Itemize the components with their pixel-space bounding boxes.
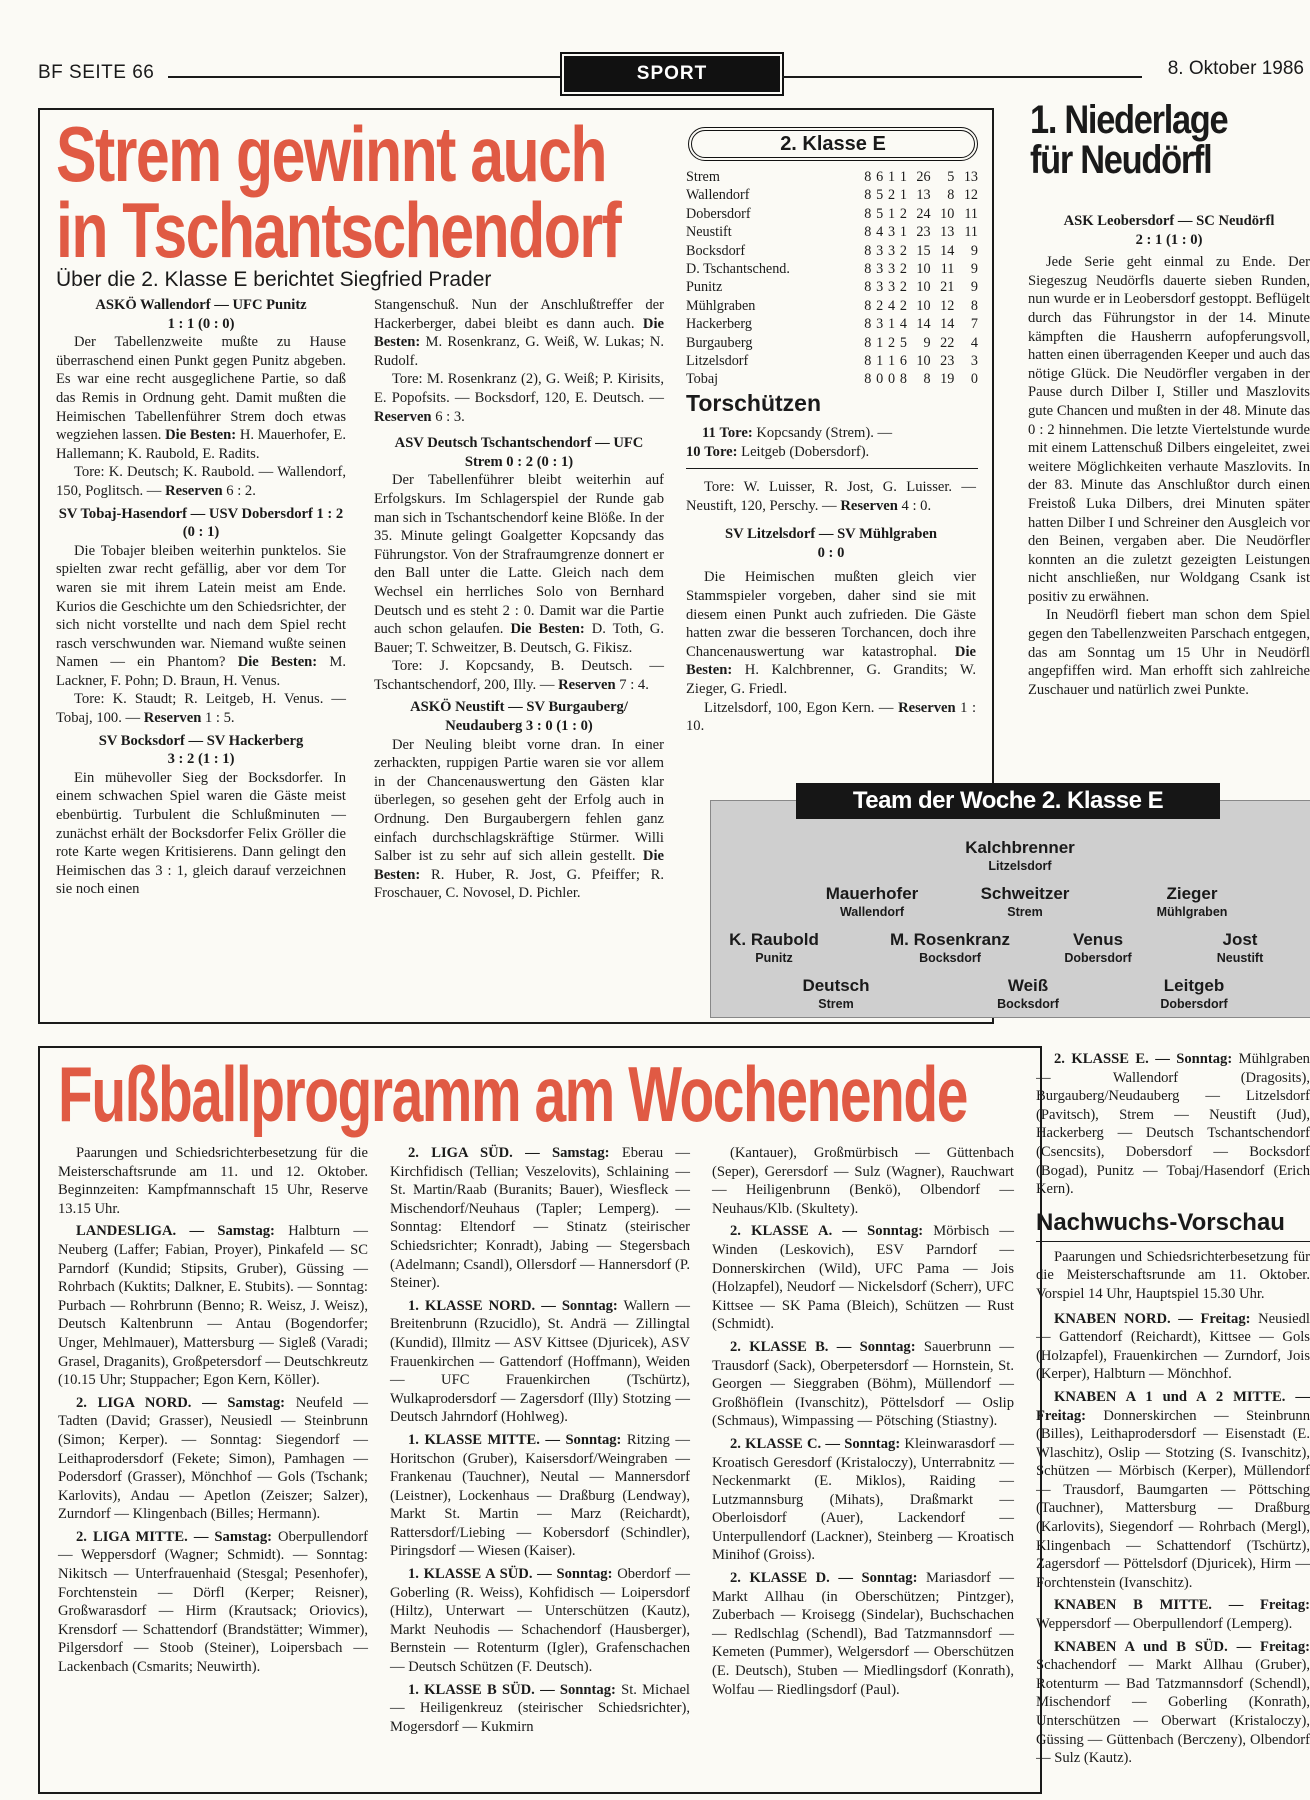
league-heading: 1. KLASSE NORD. — Sonntag: bbox=[408, 1297, 618, 1314]
league-fixtures: Kleinwarasdorf — Kroatisch Geresdorf (Kristaloczy), Unterrabnitz — Neckenmarkt (E. Miklos), Raiding — Lutzmannsburg (Mihats), Draßmarkt — Oberloisdorf (Auer), Lackendorf — Unterpullendorf (Lackner), Steinberg — Kroatisch Minihof (Groiss). bbox=[712, 1435, 1015, 1564]
stat-cell: 11 bbox=[964, 224, 978, 241]
team-player bbox=[1102, 884, 1282, 919]
stat-cell: 9 bbox=[970, 279, 978, 296]
player-name: Zieger bbox=[1166, 884, 1218, 903]
stat-cell: 9 bbox=[970, 242, 978, 259]
stat-cell: 14 bbox=[940, 316, 955, 333]
stat-cell: 9 bbox=[923, 334, 931, 351]
youth-intro: Paarungen und Schiedsrichterbesetzung für die Meisterschaftsrunde am 11. Oktober. Vorspiel 14 Uhr, Hauptspiel 15.30 Uhr. bbox=[1036, 1248, 1310, 1302]
fixture-block bbox=[1036, 1310, 1310, 1384]
stat-cell: 10 bbox=[916, 261, 931, 278]
best-players: R. Huber, R. Jost, G. Pfeiffer; R. Froschauer, C. Novosel, D. Pichler. bbox=[374, 866, 664, 902]
stat-cell: 11 bbox=[940, 261, 955, 278]
stat-cell: 0 bbox=[887, 371, 896, 388]
league-heading: 2. LIGA SÜD. — Samstag: bbox=[408, 1145, 610, 1161]
stat-cell: 13 bbox=[916, 187, 931, 204]
player-name: K. Raubold bbox=[729, 930, 819, 949]
best-label: Die Besten: bbox=[374, 848, 664, 883]
stat-cell: 8 bbox=[864, 187, 872, 204]
team-player bbox=[1150, 930, 1310, 965]
header-rule-left bbox=[168, 76, 562, 78]
team-player bbox=[684, 930, 864, 965]
reserves-label: Reserven bbox=[558, 676, 616, 693]
league-heading: 2. KLASSE C. — Sonntag: bbox=[730, 1435, 901, 1452]
stat-cell: 2 bbox=[887, 334, 896, 351]
stat-cell: 10 bbox=[940, 205, 955, 222]
player-name: Deutsch bbox=[802, 976, 870, 995]
league-fixtures: Oberdorf — Goberling (R. Weiss), Kohfidisch — Loipersdorf (Hiltz), Unterwart — Unterschützen (Kautz), Markt Neuhodis — Schachendorf (Hausberger), Bernstein — Rotenturm (Igler), Grafenschachen — Deutsch Schützen (F. Deutsch). bbox=[390, 1566, 691, 1676]
stat-cell: 4 bbox=[899, 316, 907, 333]
fixture-block bbox=[58, 1222, 368, 1389]
league-fixtures: Paarungen und Schiedsrichterbesetzung für die Meisterschaftsrunde am 11. und 12. Oktober. Beginnzeiten: Kampfmannschaft 15 Uhr, Reserve 13.15 Uhr. bbox=[58, 1145, 368, 1217]
reserves-label: Reserven bbox=[840, 497, 898, 514]
youth-items bbox=[1036, 1310, 1310, 1768]
league-heading: 1. KLASSE MITTE. — Sonntag: bbox=[408, 1431, 622, 1448]
stat-cell: 8 bbox=[864, 334, 872, 351]
standings-row bbox=[686, 334, 978, 352]
program-column-3 bbox=[712, 1144, 1014, 1703]
scorers-list bbox=[686, 424, 976, 461]
stat-cell: 3 bbox=[970, 353, 978, 370]
team-player bbox=[935, 884, 1115, 919]
standings-title: 2. Klasse E bbox=[688, 127, 978, 161]
team-name: Dobersdorf bbox=[686, 205, 751, 222]
team-name: Tobaj bbox=[686, 371, 719, 388]
team-name: D. Tschantschend. bbox=[686, 261, 790, 278]
league-fixtures: Ritzing — Horitschon (Gruber), Kaisersdorf/Weingraben — Frankenau (Tauchner), Neutal — Mannersdorf (Leistner), Lockenhaus — Draßburg (Lendway), Markt St. Martin — Marz (Reichardt), Rattersdorf/Liebing — Kobersdorf (Schindler), Piringsdorf — Wiesen (Kaiser). bbox=[390, 1431, 690, 1560]
reserves-label: Reserven bbox=[374, 408, 432, 425]
stat-cell: 2 bbox=[899, 205, 907, 222]
best-label: Die Besten: bbox=[686, 643, 976, 679]
stat-cell: 23 bbox=[916, 224, 931, 241]
team-player bbox=[1104, 976, 1284, 1011]
player-name: Jost bbox=[1222, 930, 1258, 949]
fixture-block bbox=[390, 1565, 690, 1677]
match-report: Die Tobajer bleiben weiterhin punktelos. Sie spielten zwar recht gefällig, aber vor dem Tor waren sie mit ihrem Latein meist am Ende. Kurios die Geschichte um den Schiedsrichter, der sich nicht vorstellte und nach dem Spiel recht rasch verschwunden war. Niemand wußte seinen Namen — ein Phantom? bbox=[56, 542, 346, 671]
stat-cell: 5 bbox=[947, 169, 955, 185]
program-column-2-items bbox=[390, 1144, 690, 1736]
league-fixtures: Weppersdorf — Oberpullendorf (Lemperg). bbox=[1036, 1616, 1293, 1633]
best-label: Die Besten: bbox=[374, 315, 664, 351]
scorer-label: Tore: bbox=[704, 443, 738, 460]
best-label: Die Besten: bbox=[510, 621, 585, 638]
article1-column-1 bbox=[56, 296, 346, 899]
league-fixtures: Donnerskirchen — Steinbrunn (Billes), Leithaprodersdorf — Eisenstadt (E. Wlaschitz), Oslip — Stotzing (S. Ivanschitz), Schützen — Mörbisch (Kerper), Müllendorf — Trausdorf, Baumgarten — Pöttsching (Tauchner), Mattersburg — Draßburg (Karlovits), Siegendorf — Rohrbach (Mergl), Klingenbach — Schattendorf (Tschürtz), Zagersdorf — Pöttelsdorf (Djuricek), Hirm — Forchtenstein (Ivanschitz). bbox=[1036, 1407, 1310, 1591]
league-fixtures: Oberpullendorf — Weppersdorf (Wagner; Schmidt). — Sonntag: Nikitsch — Unterfrauenhaid (Stesgal; Pesenhofer), Forchtenstein — Dörfl (Kerper; Reisner), Großwarasdorf — Hirm (Krautsack; Oriovics), Krensdorf — Schattendorf (Brandstätter; Wimmer), Pilgersdorf — Stoob (Steiner), Loipersbach — Lackenbach (Csmarits; Neuwirth). bbox=[58, 1528, 368, 1676]
standings-row bbox=[686, 186, 978, 204]
standings-row bbox=[686, 278, 978, 296]
stat-cell: 1 bbox=[899, 224, 907, 241]
best-players: H. Kalchbrenner, G. Grandits; W. Zieger, G. Friedl. bbox=[686, 662, 976, 697]
match-heading: SV Tobaj-Hasendorf — USV Dobersdorf 1 : 2 (0 : 1) bbox=[58, 505, 344, 541]
team-player bbox=[938, 976, 1118, 1011]
stat-cell: 12 bbox=[940, 297, 955, 314]
player-club: Strem bbox=[1007, 905, 1043, 919]
goals-line: Tore: M. Rosenkranz (2), G. Weiß; P. Kirisits, E. Popofsits. — Bocksdorf, 120, E. Deutsch. — bbox=[374, 371, 664, 406]
player-name: Leitgeb bbox=[1163, 976, 1225, 995]
team-name: Bocksdorf bbox=[686, 242, 746, 259]
stat-cell: 9 bbox=[970, 261, 978, 278]
headline-strem bbox=[56, 110, 696, 275]
reserves-label: Reserven bbox=[165, 482, 223, 499]
stat-cell: 3 bbox=[876, 242, 884, 259]
stat-cell: 8 bbox=[864, 353, 872, 370]
best-players: M. Rosenkranz, G. Weiß, W. Lukas; N. Rudolf. bbox=[374, 334, 664, 369]
match-heading: SV Litzelsdorf — SV Mühlgraben bbox=[725, 526, 937, 543]
standings-table bbox=[686, 168, 978, 389]
player-club: Wallendorf bbox=[839, 905, 905, 919]
match-score: 1 : 1 (0 : 0) bbox=[167, 315, 235, 332]
team-name: Punitz bbox=[686, 279, 723, 296]
league-heading: KNABEN A 1 und A 2 MITTE. — Freitag: bbox=[1036, 1388, 1310, 1424]
stat-cell: 3 bbox=[876, 261, 884, 278]
fixture-block bbox=[712, 1338, 1014, 1431]
player-club: Bocksdorf bbox=[997, 997, 1059, 1011]
article-paragraph: Jede Serie geht einmal zu Ende. Der Siegeszug Neudörfls dauerte sieben Runden, nun wurde er in Leobersdorf gestoppt. Beflügelt durch das Führungstor in der 14. Minute kämpften die Hausherrn aufopferungsvoll, hatten einen überragenden Keeper und auch das nötige Glück. Die Neudörfler vergaben in der Pause durch Dilber I, Stiller und Maszlovits gute Chancen und mußten in der 48. Minute das 0 : 2 hinnehmen. Die letzte Viertelstunde wurde mit einem Lattenschuß Dilbers eingeleitet, zwei weitere Möglichkeiten verhaute Maszlovits. In der 83. Minute das Anschlußtor durch einen Freistoß Luka Dilbers, drei Minuten später hatten Dilber I und Schreiner den Ausgleich vor den Beinen, vergaben aber. Die Neudörfler konnten an die zuletzt gezeigten Leistungen nicht anschließen, nur Woldgang Csank ist positiv zu erwähnen. bbox=[1028, 254, 1310, 605]
standings-row bbox=[686, 370, 978, 388]
team-name: Hackerberg bbox=[686, 316, 752, 333]
best-label: Die Besten: bbox=[237, 654, 318, 671]
best-players: M. Lackner, F. Pohn; D. Braun, H. Venus. bbox=[56, 654, 346, 689]
stat-cell: 3 bbox=[876, 316, 884, 333]
stat-cell: 8 bbox=[947, 187, 955, 204]
league-heading: 2. LIGA MITTE. — Samstag: bbox=[76, 1528, 272, 1545]
match-report: Der Tabellenzweite mußte zu Hause überraschend einen Punkt gegen Punitz abgeben. Es war eine recht ausgeglichene Partie, so daß das Remis in Ordnung geht. Damit mußten die Heimischen Tabellenführer Strem doch etwas wegziehen lassen. bbox=[56, 334, 346, 444]
stat-cell: 3 bbox=[887, 261, 896, 278]
stat-cell: 2 bbox=[899, 279, 907, 296]
stat-cell: 3 bbox=[887, 279, 896, 296]
stat-cell: 8 bbox=[923, 371, 931, 388]
fixture-block bbox=[390, 1431, 690, 1561]
reserves-score: 1 : 5. bbox=[204, 710, 235, 727]
stat-cell: 23 bbox=[940, 353, 955, 370]
stat-cell: 4 bbox=[970, 334, 978, 351]
reserves-label: Reserven bbox=[898, 699, 956, 716]
league-fixtures: Wallern — Breitenbrunn (Rzucidlo), St. Andrä — Zillingtal (Kundid), Illmitz — ASV Kittsee (Djuricek), ASV Frauenkirchen — Gattendorf (Hoffmann), Weiden — UFC Frauenkirchen (Tschürtz), Wulkaprodersdorf — Zagersdorf (Illy) Stotzing — Deutsch Jahrndorf (Hohlweg). bbox=[390, 1297, 690, 1426]
scorer-count: 11 bbox=[702, 425, 716, 441]
stat-cell: 4 bbox=[876, 224, 884, 241]
best-label: Die Besten: bbox=[165, 427, 237, 444]
league-heading: KNABEN A und B SÜD. — Freitag: bbox=[1054, 1638, 1310, 1655]
team-name: Mühlgraben bbox=[686, 297, 756, 314]
team-name: Strem bbox=[686, 169, 720, 185]
league-fixtures: Neusiedl — Gattendorf (Reichardt), Kittsee — Gols (Holzapfel), Frauenkirchen — Zurndorf, Jois (Kerper), Halbturn — Mönchhof. bbox=[1036, 1310, 1310, 1383]
section-badge: SPORT bbox=[564, 56, 780, 92]
league-heading: 2. KLASSE B. — Sonntag: bbox=[730, 1338, 916, 1355]
stat-cell: 0 bbox=[970, 371, 978, 388]
scorers-title: Torschützen bbox=[686, 390, 822, 416]
standings-rows bbox=[686, 168, 978, 389]
fixture-block bbox=[712, 1222, 1014, 1334]
stat-cell: 1 bbox=[887, 205, 896, 222]
header-rule-right bbox=[782, 76, 1142, 78]
program-column-1 bbox=[58, 1144, 368, 1681]
youth-divider bbox=[1036, 1241, 1310, 1242]
stat-cell: 21 bbox=[940, 279, 955, 296]
goals-line: Tore: W. Luisser, R. Jost, G. Luisser. — Neustift, 120, Perschy. — bbox=[686, 479, 976, 514]
stat-cell: 8 bbox=[864, 297, 872, 314]
league-heading: KNABEN B MITTE. — Freitag: bbox=[1054, 1597, 1310, 1614]
fixture-block bbox=[58, 1144, 368, 1218]
reserves-score: 6 : 2. bbox=[226, 482, 256, 499]
byline: Über die 2. Klasse E berichtet Siegfried Prader bbox=[56, 268, 492, 291]
team-name: Burgauberg bbox=[686, 334, 753, 351]
scorer-count: 10 bbox=[686, 443, 701, 460]
player-name: Venus bbox=[1072, 930, 1124, 949]
stat-cell: 3 bbox=[887, 242, 896, 259]
league-heading: 2. LIGA NORD. — Samstag: bbox=[76, 1394, 285, 1411]
match-heading: SV Bocksdorf — SV Hackerberg bbox=[98, 732, 304, 749]
best-players: H. Mauerhofer, E. Hallemann; K. Raubold, E. Radits. bbox=[56, 427, 346, 462]
league-fixtures: Neufeld — Tadten (David; Grasser), Neusiedl — Steinbrunn (Simon; Kerper). — Sonntag: Siegendorf — Leithaprodersdorf (Fekete; Simon), Pamhagen — Podersdorf (Grasser), Mönchhof — Gols (Tschank; Karlovits), Andau — Apetlon (Zeiszer; Salzer), Zurndorf — Klingenbach (Billes; Hermann). bbox=[58, 1394, 368, 1523]
stat-cell: 1 bbox=[887, 316, 896, 333]
player-club: Strem bbox=[818, 997, 854, 1011]
league-fixtures: Halbturn — Neuberg (Laffer; Fabian, Proyer), Pinkafeld — SC Parndorf (Kundid; Stipsits, Gruber), Güssing — Rohrbach (Kuktits; Dalkner, E. Stubits). — Sonntag: Purbach — Rohrbrunn (Benno; R. Weisz, J. Weisz), Deutsch Kaltenbrunn — Antau (Bogendorfer; Unger, Mehlmauer), Mattersburg — Sigleß (Varadi; Grasel, Draganits), Großpetersdorf — Deutschkreutz (10.15 Uhr; Stuppacher; Egon Kern, Köller). bbox=[58, 1223, 369, 1389]
goals-line: Tore: K. Staudt; R. Leitgeb, H. Venus. — Tobaj, 100. — bbox=[56, 691, 346, 727]
fixture-block bbox=[390, 1681, 690, 1737]
fixture-block bbox=[58, 1528, 368, 1677]
league-fixtures: Eberau — Kirchfidisch (Tellian; Veszelovits), Schlaining — St. Martin/Raab (Buranits; Bauer), Wiesfleck — Mischendorf/Neuhaus (Tapler; Lemperg). — Sonntag: Eltendorf — Stinatz (steirischer Schiedsrichter; Konradt), Jabing — Stegersbach (Adelmann; Csandl), Ollersdorf — Hannersdorf (P. Steiner). bbox=[390, 1145, 690, 1292]
stat-cell: 14 bbox=[916, 316, 931, 333]
stat-cell: 3 bbox=[887, 224, 896, 241]
article2-body bbox=[1028, 212, 1310, 772]
team-player bbox=[746, 976, 926, 1011]
stat-cell: 2 bbox=[899, 297, 907, 314]
stat-cell: 12 bbox=[963, 187, 978, 204]
player-club: Punitz bbox=[755, 951, 793, 965]
stat-cell: 5 bbox=[876, 187, 884, 204]
league-fixtures: Mühlgraben — Wallendorf (Dragosits), Burgauberg/Neudauberg — Litzelsdorf (Pavitsch), Strem — Neustift (Jud), Hackerberg — Deutsch Tschantschendorf (Csencsits), Dobersdorf — Bocksdorf (Bogad), Punitz — Tobaj/Hasendorf (Erich Kern). bbox=[1036, 1051, 1310, 1198]
stat-cell: 8 bbox=[864, 205, 872, 222]
stat-cell: 13 bbox=[940, 224, 955, 241]
match-score: 3 : 2 (1 : 1) bbox=[167, 751, 235, 768]
article1-column-2 bbox=[374, 296, 664, 903]
stat-cell: 14 bbox=[940, 242, 955, 259]
program-column-4 bbox=[1036, 1050, 1310, 1795]
fixture-block bbox=[1036, 1596, 1310, 1633]
page-label: BF SEITE 66 bbox=[38, 62, 155, 83]
fixture-block bbox=[1036, 1638, 1310, 1768]
stat-cell: 8 bbox=[864, 316, 872, 333]
youth-title: Nachwuchs-Vorschau bbox=[1036, 1208, 1285, 1236]
article-paragraph: In Neudörfl fiebert man schon dem Spiel gegen den Tabellenzweiten Parschach entgegen, das am Sonntag um 15 Uhr in Neudörfl angepfiffen wird. Man erhofft sich zahlreiche Zuschauer und natürlich zwei Punkte. bbox=[1028, 607, 1310, 698]
match-report: Stangenschuß. Nun der Anschlußtreffer der Hackerberger, dabei bleibt es dann auch. bbox=[374, 297, 664, 332]
goals-line: Litzelsdorf, 100, Egon Kern. — bbox=[704, 699, 894, 716]
fixture-block bbox=[712, 1144, 1014, 1218]
stat-cell: 4 bbox=[887, 297, 896, 314]
stat-cell: 10 bbox=[916, 297, 931, 314]
team-name: Wallendorf bbox=[686, 187, 750, 204]
league-heading: 1. KLASSE A SÜD. — Sonntag: bbox=[408, 1566, 613, 1583]
article1-column-3 bbox=[686, 478, 976, 736]
stat-cell: 10 bbox=[916, 353, 931, 370]
reserves-score: 6 : 3. bbox=[435, 408, 465, 425]
stat-cell: 1 bbox=[899, 169, 907, 185]
match-report: Die Heimischen mußten gleich vier Stammspieler vorgeben, daher sind sie mit diesem einen Punkt auch zufrieden. Die Gäste hatten zwar die besseren Torchancen, doch ihre Chancenauswertung war katastrophal. bbox=[686, 569, 976, 660]
player-club: Dobersdorf bbox=[1064, 951, 1132, 965]
stat-cell: 11 bbox=[964, 205, 978, 222]
fixture-block bbox=[1036, 1388, 1310, 1593]
headline-line-1: Strem gewinnt auch bbox=[56, 110, 606, 198]
standings-row bbox=[686, 260, 978, 278]
stat-cell: 8 bbox=[864, 169, 872, 185]
reserves-score: 7 : 4. bbox=[619, 676, 649, 693]
team-name: Neustift bbox=[686, 224, 732, 241]
league-fixtures: St. Michael — Heiligenkreuz (steirischer Schiedsrichter), Mogersdorf — Kukmirn bbox=[390, 1681, 690, 1735]
stat-cell: 15 bbox=[916, 242, 931, 259]
issue-date: 8. Oktober 1986 bbox=[1167, 58, 1304, 79]
stat-cell: 8 bbox=[864, 242, 872, 259]
stat-cell: 6 bbox=[876, 169, 884, 185]
standings-row bbox=[686, 168, 978, 186]
team-name: Litzelsdorf bbox=[686, 353, 749, 370]
headline-line-1: 1. Niederlage bbox=[1030, 98, 1228, 142]
player-club: Neustift bbox=[1216, 951, 1264, 965]
fixture-block bbox=[58, 1394, 368, 1524]
scorers-divider bbox=[686, 468, 978, 469]
match-report: Der Tabellenführer bleibt weiterhin auf Erfolgskurs. Im Schlagerspiel der Runde gab man sich in Tschantschendorf keine Blöße. In der 35. Minute gelingt Goalgetter Kopcsandy das Führungstor. Von der Strafraumgrenze donnert er den Ball unter die Latte. Gleich nach dem Wechsel ein herrliches Solo von Bernhard Deutsch und es steht 2 : 0. Damit war die Partie auch schon gelaufen. bbox=[374, 472, 664, 638]
match-report: Ein mühevoller Sieg der Bocksdorfer. In einem schwachen Spiel waren die Gäste meist ebenbürtig. Turbulent die Schlußminuten — zunächst erhält der Bocksdorfer Felix Gröller die rote Karte wegen Kritisierens. Dann gelingt den Heimischen das 3 : 1, gleich darauf verzeichnen sie noch einen bbox=[56, 769, 346, 898]
reserves-score: 4 : 0. bbox=[901, 497, 932, 514]
league-fixtures: (Kantauer), Großmürbisch — Güttenbach (Seper), Gerersdorf — Sulz (Wagner), Rauchwart — Heiligenbrunn (Benkö), Olbendorf — Neuhaus/Klb. (Skultety). bbox=[712, 1145, 1014, 1217]
match-report: Der Neuling bleibt vorne dran. In einer zerhackten, ruppigen Partie waren sie vor allem in der Chancenauswertung den Gästen klar überlegen, so gesehen geht der Erfolg auch in Ordnung. Den Burgaubergern fehlen ganz einfach durchschlagskräftige Stürmer. Willi Salber ist zu sehr auf sich allein gestellt. bbox=[374, 736, 664, 865]
stat-cell: 1 bbox=[887, 169, 896, 185]
headline-line-2: für Neudörfl bbox=[1030, 138, 1212, 182]
program-column-1-items bbox=[58, 1144, 368, 1677]
stat-cell: 2 bbox=[876, 297, 884, 314]
standings-row bbox=[686, 205, 978, 223]
stat-cell: 2 bbox=[899, 242, 907, 259]
reserves-score: 1 : 10. bbox=[686, 699, 977, 735]
scorer-name: Kopcsandy (Strem). — bbox=[756, 425, 893, 441]
stat-cell: 24 bbox=[916, 205, 931, 222]
stat-cell: 2 bbox=[887, 187, 896, 204]
standings-row bbox=[686, 223, 978, 241]
headline-line-2: in Tschantschendorf bbox=[56, 186, 621, 275]
stat-cell: 10 bbox=[916, 279, 931, 296]
player-club: Mühlgraben bbox=[1156, 905, 1228, 919]
standings-row bbox=[686, 242, 978, 260]
match-heading: ASKÖ Neustift — SV Burgauberg/ Neudauberg 3 : 0 (1 : 0) bbox=[410, 699, 628, 735]
stat-cell: 3 bbox=[876, 279, 884, 296]
standings-row bbox=[686, 315, 978, 333]
team-of-week-title: Team der Woche 2. Klasse E bbox=[796, 783, 1220, 819]
player-name: Schweitzer bbox=[980, 884, 1070, 903]
league-heading: 2. KLASSE A. — Sonntag: bbox=[730, 1223, 924, 1240]
program-column-3-items bbox=[712, 1144, 1014, 1699]
reserves-label: Reserven bbox=[143, 710, 202, 727]
standings-row bbox=[686, 352, 978, 370]
stat-cell: 13 bbox=[963, 169, 978, 185]
stat-cell: 2 bbox=[899, 261, 907, 278]
league-heading: 2. KLASSE D. — Sonntag: bbox=[730, 1570, 918, 1587]
league-fixtures: Mariasdorf — Markt Allhau (in Oberschützen; Pintzger), Zuberbach — Kroisegg (Sindelar), Buchschachen — Redlschlag (Schendl), Bad Tatzmannsdorf — Kemeten (Pummer), Welgersdorf — Oberschützen (E. Deutsch), Stuben — Miedlingsdorf (Konrath), Wolfau — Riedlingsdorf (Paul). bbox=[712, 1570, 1014, 1698]
stat-cell: 8 bbox=[970, 297, 978, 314]
standings-row bbox=[686, 297, 978, 315]
stat-cell: 22 bbox=[940, 334, 955, 351]
league-fixtures: Sauerbrunn — Trausdorf (Sack), Oberpetersdorf — Hornstein, St. Georgen — Sieggraben (Böhm), Müllendorf — Großhöflein (Ivanschitz), Pöttelsdorf — Oslip (Schmaus), Wimpassing — Pötsching (Stiastny). bbox=[712, 1338, 1014, 1430]
fixture-block bbox=[390, 1144, 690, 1293]
stat-cell: 6 bbox=[899, 353, 907, 370]
match-score: 0 : 0 bbox=[817, 544, 845, 561]
league-fixtures: Mörbisch — Winden (Leskovich), ESV Parndorf — Donnerskirchen (Wild), UFC Pama — Jois (Holzapfel), Neudorf — Nickelsdorf (Scherr), UFC Kittsee — SK Pama (Bleich), Schützen — Rust (Schmidt). bbox=[712, 1223, 1014, 1333]
goals-line: Tore: J. Kopcsandy, B. Deutsch. — Tschantschendorf, 200, Illy. — bbox=[374, 658, 664, 693]
stat-cell: 26 bbox=[916, 169, 931, 185]
league-fixtures: Schachendorf — Markt Allhau (Gruber), Rotenturm — Bad Tatzmannsdorf (Schendl), Mischendorf — Goberling (Konrath), Unterschützen — Oberwart (Kristaloczy), Güssing — Güttenbach (Berczeny), Olbendorf — Sulz (Kautz). bbox=[1036, 1657, 1310, 1767]
team-player bbox=[930, 838, 1110, 873]
league-heading: LANDESLIGA. — Samstag: bbox=[76, 1223, 275, 1240]
fixture-block bbox=[712, 1435, 1014, 1565]
match-heading: ASKÖ Wallendorf — UFC Punitz bbox=[95, 297, 307, 313]
stat-cell: 0 bbox=[876, 371, 884, 388]
stat-cell: 5 bbox=[876, 205, 884, 222]
fixture-block bbox=[390, 1297, 690, 1427]
stat-cell: 1 bbox=[876, 334, 884, 351]
player-name: Weiß bbox=[1007, 976, 1049, 995]
player-club: Dobersdorf bbox=[1160, 997, 1228, 1011]
scorer-label: Tore: bbox=[719, 425, 753, 441]
program-column-2 bbox=[390, 1144, 690, 1740]
league-heading: 1. KLASSE B SÜD. — Sonntag: bbox=[408, 1681, 616, 1698]
program-headline: Fußballprogramm am Wochenende bbox=[58, 1050, 967, 1138]
stat-cell: 5 bbox=[899, 334, 907, 351]
stat-cell: 1 bbox=[899, 187, 907, 204]
fixture-block bbox=[712, 1569, 1014, 1699]
stat-cell: 8 bbox=[864, 371, 872, 388]
player-name: Mauerhofer bbox=[825, 884, 919, 903]
match-heading: ASV Deutsch Tschantschendorf — UFC Strem 0 : 2 (0 : 1) bbox=[394, 435, 644, 470]
stat-cell: 1 bbox=[876, 353, 884, 370]
league-heading: 2. KLASSE E. — Sonntag: bbox=[1054, 1051, 1233, 1067]
stat-cell: 8 bbox=[864, 224, 872, 241]
headline-neudoerfl bbox=[1030, 100, 1227, 180]
league-heading: KNABEN NORD. — Freitag: bbox=[1054, 1310, 1251, 1327]
stat-cell: 8 bbox=[864, 279, 872, 296]
stat-cell: 1 bbox=[887, 353, 896, 370]
player-name: M. Rosenkranz bbox=[890, 930, 1010, 949]
best-players: D. Toth, G. Bauer; T. Schweitzer, B. Deutsch, G. Fikisz. bbox=[374, 621, 664, 656]
stat-cell: 7 bbox=[970, 316, 978, 333]
stat-cell: 8 bbox=[864, 261, 872, 278]
player-name: Kalchbrenner bbox=[965, 838, 1075, 857]
scorer-name: Leitgeb (Dobersdorf). bbox=[741, 443, 870, 460]
match-heading: ASK Leobersdorf — SC Neudörfl bbox=[1063, 213, 1275, 229]
goals-line: Tore: K. Deutsch; K. Raubold. — Wallendorf, 150, Poglitsch. — bbox=[56, 464, 346, 499]
stat-cell: 8 bbox=[899, 371, 907, 388]
stat-cell: 19 bbox=[940, 371, 955, 388]
player-club: Litzelsdorf bbox=[988, 859, 1052, 873]
match-score: 2 : 1 (1 : 0) bbox=[1135, 231, 1203, 248]
player-club: Bocksdorf bbox=[919, 951, 981, 965]
